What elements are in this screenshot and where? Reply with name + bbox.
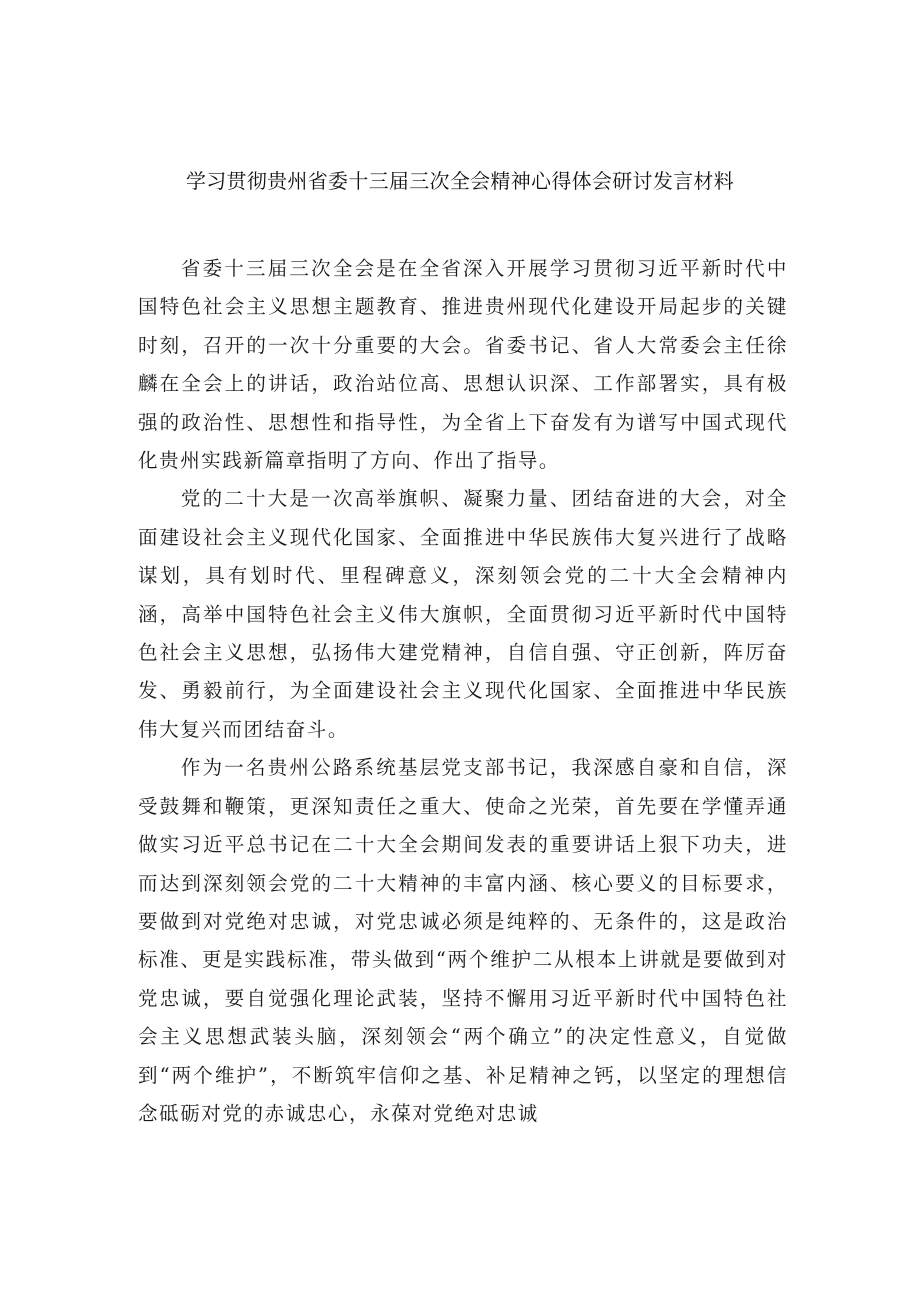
paragraph: 省委十三届三次全会是在全省深入开展学习贯彻习近平新时代中国特色社会主义思想主题教育、推进贵州现代化建设开局起步的关键时刻，召开的一次十分重要的大会。省委书记、省人大常委会主任徐麟在全会上的讲话，政治站位高、思想认识深、工作部署实，具有极强的政治性、思想性和指导性，为全省上下奋发有为谱写中国式现代化贵州实践新篇章指明了方向、作出了指导。	[138, 257, 788, 473]
document-title: 学习贯彻贵州省委十三届三次全会精神心得体会研讨发言材料	[185, 169, 735, 193]
paragraph: 党的二十大是一次高举旗帜、凝聚力量、团结奋进的大会，对全面建设社会主义现代化国家、全面推进中华民族伟大复兴进行了战略谋划，具有划时代、里程碑意义，深刻领会党的二十大全会精神内涵，高举中国特色社会主义伟大旗帜，全面贯彻习近平新时代中国特色社会主义思想，弘扬伟大建党精神，自信自强、守正创新，阵厉奋发、勇毅前行，为全面建设社会主义现代化国家、全面推进中华民族伟大复兴而团结奋斗。	[138, 487, 788, 741]
document-body	[138, 250, 788, 1133]
paragraph: 作为一名贵州公路系统基层党支部书记，我深感自豪和自信，深受鼓舞和鞭策，更深知责任之重大、使命之光荣，首先要在学懂弄通做实习近平总书记在二十大全会期间发表的重要讲话上狠下功夫，进而达到深刻领会党的二十大精神的丰富内涵、核心要义的目标要求，要做到对党绝对忠诚，对党忠诚必须是纯粹的、无条件的，这是政治标准、更是实践标准，带头做到“两个维护二从根本上讲就是要做到对党忠诚，要自觉强化理论武装，坚持不懈用习近平新时代中国特色社会主义思想武装头脑，深刻领会“两个确立”的决定性意义，自觉做到“两个维护”，不断筑牢信仰之基、补足精神之钙，以坚定的理想信念砥砺对党的赤诚忠心，永葆对党绝对忠诚	[138, 756, 788, 1125]
